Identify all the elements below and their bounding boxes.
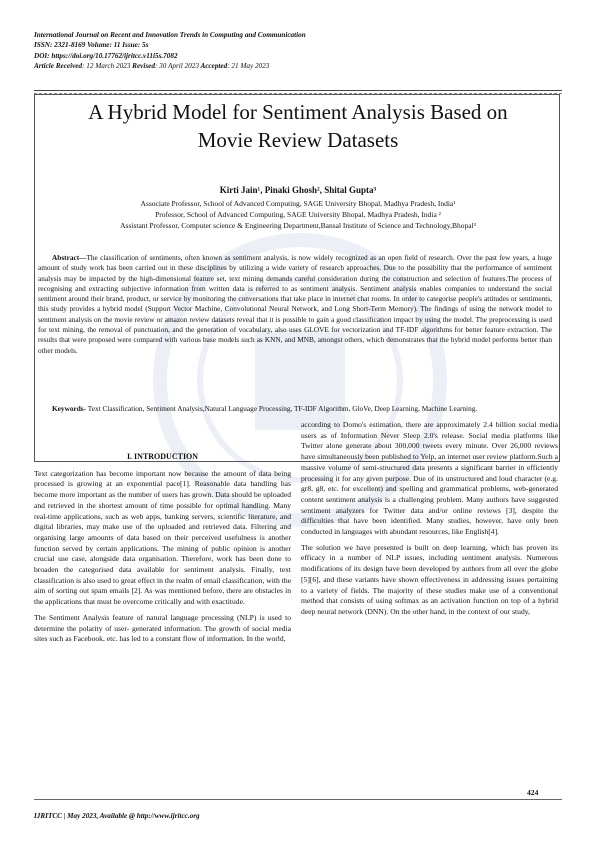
issn-line: ISSN: 2321-8169 Volume: 11 Issue: 5s — [34, 41, 149, 50]
doi-line: DOI: https://doi.org/10.17762/ijritcc.v11i5s.7082 — [34, 51, 178, 60]
footer-rule — [34, 799, 562, 800]
journal-name: International Journal on Recent and Innovation Trends in Computing and Communication — [34, 31, 306, 39]
dates-line: Article Received: 12 March 2023 Revised: 30 April 2023 Accepted: 21 May 2023 — [34, 61, 270, 70]
keywords: Keywords- Text Classification, Sentiment Analysis,Natural Language Processing, TF-IDF Algorithm, GloVe, Deep Learning, Machine Learning. — [52, 404, 478, 413]
paper-title: A Hybrid Model for Sentiment Analysis Based on Movie Review Datasets — [88, 100, 508, 152]
journal-header — [34, 30, 306, 71]
paragraph: The Sentiment Analysis feature of natural language processing (NLP) is used to determine the polarity of user- generated information. The growth of social media sites such as Facebook, etc. has led to a constant flow of information. In the world, — [34, 612, 291, 644]
header-rule — [34, 90, 562, 91]
paragraph: Text categorization has become important now because the amount of data being processed is growing at an exponential pace[1]. Reasonable data handling has become more important as the number of users has grown. Data should be uploaded and retrieved in the shortest amount of time possible for optimal handling. Many real-time applications, such as web apps, banking servers, scientific literature, and digital libraries, may make use of the uploaded and retrieved data. Filtering and organising large amounts of data based on their perceived usefulness is another function served by certain applications. The mining of public opinion is another crucial use case, alongside data organisation. Therefore, work has been done to broaden the categorised data available for sentiment analysis. Finally, text classification is also used to great effect in the realm of email classification, with the aim of sorting out spam emails [2]. As was mentioned before, there are obstacles in the applications that must be overcome critically and with exactitude. — [34, 468, 291, 607]
section-heading-introduction: I. INTRODUCTION — [126, 452, 199, 461]
abstract: Abstract—The classification of sentiments, often known as sentiment analysis, is now widely recognized as an open field of research. Over the past few years, a huge amount of study work has been carried out in these disciplines by utilizing a wide variety of research approaches. Due to the possibility that the performance of sentiment analysis may be impacted by the high-dimensional feature set, text mining demands careful consideration during the construction and selection of features.The process of recognising and extracting subjective information from written data is referred to as sentiment analysis. Sentiment analysis enables companies to understand the social sentiment around their brand, product, or service by monitoring the conversations that take place in internet chat rooms. In order to categorise people's attitudes or sentiments, this study provides a hybrid model (Support Vector Machine, Convolutional Neural Network, and Long Short-Term Memory). The findings of using the network model to sentiment analysis on the movie review or amazon review datasets reveal that it is possible to gain a good classification impact by using the model. The preprocessing is used for text mining, the removal of punctuation, and the generation of vocabulary, also uses GLOVE for vectorization and TF-IDF algorithms for better feature extraction. The results that were proposed were compared with various base models such as KNN, and MNB, amongst others, which demonstrates that the hybrid model performs better than other models. — [38, 253, 552, 355]
affiliations: Associate Professor, School of Advanced Computing, SAGE University Bhopal, Madhya Pradesh, India¹ Professor, School of Advanced Computing, SAGE University Bhopal, Madhya Pradesh, India ² Assistant Professor, Computer science & Engineering Department,Bansal Institute of Science and Technology,Bhopal³ — [120, 199, 476, 230]
right-column — [301, 420, 558, 623]
authors: Kirti Jain¹, Pinaki Ghosh², Shital Gupta³ — [219, 185, 377, 195]
left-column — [34, 452, 291, 650]
page-number: 424 — [527, 788, 539, 797]
paragraph: The solution we have presented is built on deep learning, which has proven its efficacy in a number of NLP issues, including sentiment analysis. Numerous modifications of its design have been developed by authors from all over the globe [5][6], and these variants have shown effectiveness in addressing issues pertaining to a variety of fields. The majority of these studies make use of a conventional method that consists of using softmax as an activation function on top of a hybrid deep neural network (DNN). On the other hand, in the context of our study, — [301, 542, 558, 616]
paragraph: according to Domo's estimation, there are approximately 2.4 billion social media users as of Information Never Sleep 2.0's release. Social media platforms like Twitter alone generate about 300,000 tweets every minute. Over 26,000 reviews have simultaneously been published to Yelp, an internet user review platform.Such a massive volume of semi-structured data presents a significant barrier in efficiently processing it for any given purpose. Due of its unstructured and loud character (e.g. gr8, g8, etc. for excellent) and spelling and grammatical problems, web-generated content sentiment analysis is a challenging problem. Many authors have suggested sentiment analyzers for Twitter data and/or online reviews [3], despite the difficulties that have been identified. Many studies, however, have only been conducted in languages with abundant resources, like English[4]. — [301, 420, 558, 537]
footer-text: IJRITCC | May 2023, Available @ http://www.ijritcc.org — [34, 812, 200, 820]
